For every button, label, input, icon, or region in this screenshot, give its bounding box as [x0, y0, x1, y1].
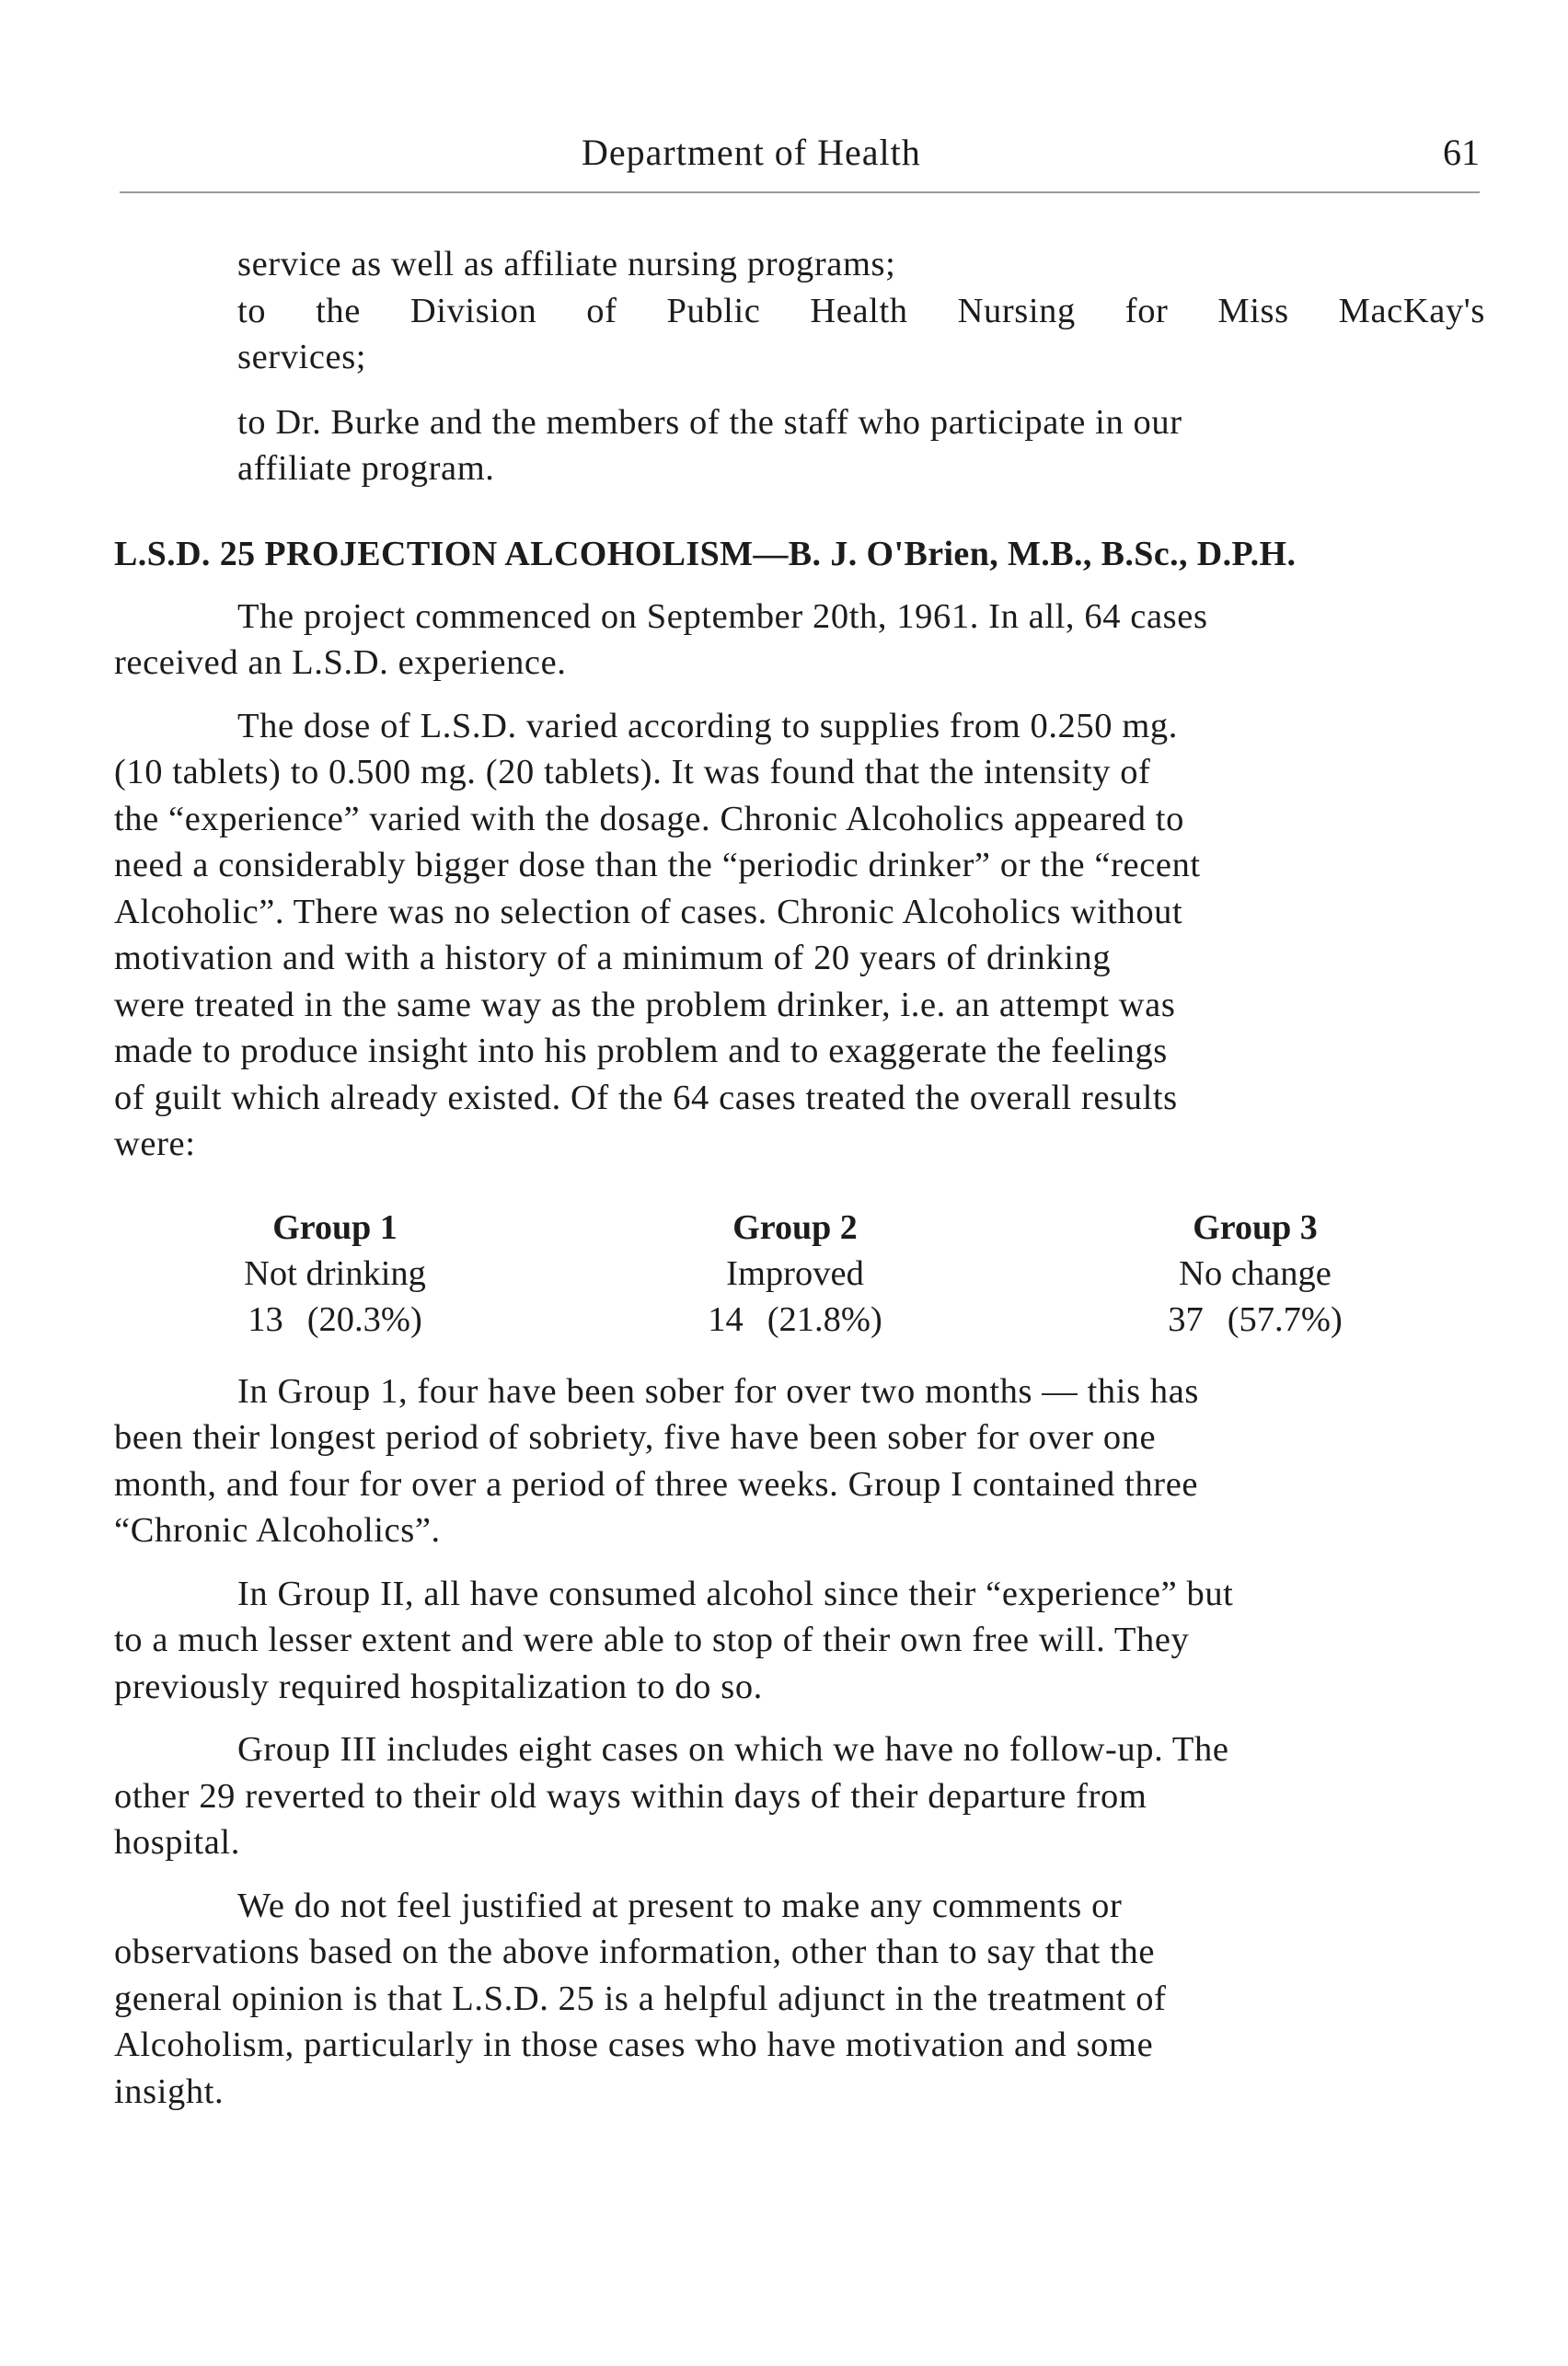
word: Health	[810, 291, 908, 330]
page-body	[114, 241, 1485, 2115]
word: Miss	[1217, 291, 1289, 330]
text-line: were:	[114, 1125, 196, 1163]
text-line: We do not feel justified at present to make any comments or	[237, 1886, 1123, 1925]
text-line: (10 tablets) to 0.500 mg. (20 tablets). It was found that the intensity of	[114, 753, 1151, 791]
word: to	[237, 291, 267, 330]
text-line: Alcoholism, particularly in those cases who have motivation and some	[114, 2026, 1154, 2064]
text-line: motivation and with a history of a minimum of 20 years of drinking	[114, 939, 1112, 977]
paragraph-group-2	[114, 1571, 1485, 1711]
text-line: insight.	[114, 2072, 225, 2111]
text-line	[114, 288, 1485, 335]
running-title: Department of Health	[582, 132, 921, 173]
count-value: 13	[248, 1299, 283, 1339]
text-line: to Dr. Burke and the members of the staff who participate in our	[237, 402, 1182, 442]
group-description: Improved	[726, 1253, 864, 1293]
paragraph-group-1	[114, 1368, 1485, 1554]
text-line: other 29 reverted to their old ways within days of their departure from	[114, 1776, 1147, 1816]
group-name: Group 2	[732, 1207, 858, 1247]
paragraph-project-start	[114, 594, 1485, 687]
text-line: The project commenced on September 20th, 1961. In all, 64 cases	[237, 596, 1208, 636]
text-line: Alcoholic”. There was no selection of cases. Chronic Alcoholics without	[114, 892, 1183, 931]
text-line: made to produce insight into his problem and to exaggerate the feelings	[114, 1032, 1168, 1070]
text-line: The dose of L.S.D. varied according to supplies from 0.250 mg.	[237, 706, 1178, 745]
text-line: need a considerably bigger dose than the “periodic drinker” or the “recent	[114, 846, 1201, 884]
paragraph-group-3	[114, 1726, 1485, 1866]
header-rule	[120, 191, 1480, 193]
group-name: Group 1	[272, 1207, 398, 1247]
group-name: Group 3	[1193, 1207, 1318, 1247]
text-line: observations based on the above information, other than to say that the	[114, 1933, 1156, 1971]
group-description: No change	[1179, 1253, 1332, 1293]
text-line: to a much lesser extent and were able to stop of their own free will. They	[114, 1621, 1190, 1659]
group-column	[1062, 1205, 1448, 1343]
text-line: been their longest period of sobriety, five have been sober for over one	[114, 1418, 1157, 1457]
paragraph-dosage	[114, 703, 1485, 1168]
paragraph-conclusion	[114, 1883, 1485, 2116]
text-line: received an L.S.D. experience.	[114, 643, 567, 682]
text-line: In Group 1, four have been sober for over two months — this has	[237, 1371, 1200, 1411]
count-percent: (57.7%)	[1227, 1299, 1343, 1339]
text-line: service as well as affiliate nursing programs;	[237, 245, 896, 283]
text-line: hospital.	[114, 1823, 240, 1862]
page-number: 61	[1443, 132, 1480, 173]
word: the	[316, 291, 361, 330]
word: for	[1124, 291, 1169, 330]
word: Nursing	[957, 291, 1076, 330]
text-line: the “experience” varied with the dosage. Chronic Alcoholics appeared to	[114, 799, 1184, 838]
group-column	[142, 1205, 528, 1343]
group-count	[142, 1297, 528, 1343]
group-description: Not drinking	[244, 1253, 426, 1293]
text-line: Group III includes eight cases on which we have no follow-up. The	[237, 1730, 1229, 1769]
word: of	[586, 291, 617, 330]
word: Division	[409, 291, 537, 330]
count-percent: (21.8%)	[767, 1299, 882, 1339]
word: MacKay's	[1338, 291, 1485, 330]
text-line: “Chronic Alcoholics”.	[114, 1511, 441, 1550]
text-line: In Group II, all have consumed alcohol since their “experience” but	[237, 1574, 1234, 1613]
group-column	[602, 1205, 988, 1343]
count-value: 14	[708, 1299, 744, 1339]
text-line: affiliate program.	[237, 449, 495, 488]
results-table	[114, 1205, 1485, 1352]
count-value: 37	[1168, 1299, 1204, 1339]
count-percent: (20.3%)	[306, 1299, 422, 1339]
group-count	[1062, 1297, 1448, 1343]
text-line: month, and four for over a period of three weeks. Group I contained three	[114, 1464, 1199, 1504]
text-line: services;	[237, 338, 367, 376]
word: Public	[666, 291, 761, 330]
group-count	[602, 1297, 988, 1343]
section-heading: L.S.D. 25 PROJECTION ALCOHOLISM—B. J. O'Brien, M.B., B.Sc., D.P.H.	[114, 534, 1297, 573]
running-header	[0, 131, 1568, 186]
text-line: of guilt which already existed. Of the 64 cases treated the overall results	[114, 1078, 1178, 1117]
text-line: general opinion is that L.S.D. 25 is a helpful adjunct in the treatment of	[114, 1979, 1167, 2018]
text-line: previously required hospitalization to do so.	[114, 1667, 763, 1706]
text-line: were treated in the same way as the problem drinker, i.e. an attempt was	[114, 985, 1176, 1024]
justified-line	[237, 288, 1485, 335]
